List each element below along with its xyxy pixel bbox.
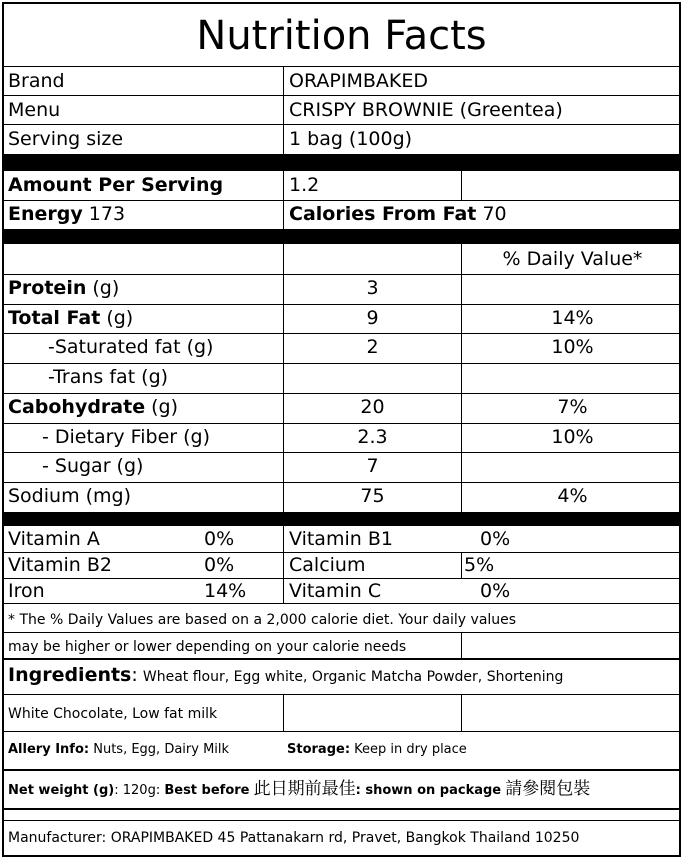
column-divider xyxy=(283,66,284,154)
divider xyxy=(4,304,679,305)
column-divider xyxy=(461,552,462,578)
nutrient-name-rest: (g) xyxy=(100,306,134,329)
serving-size-value: 1 bag (100g) xyxy=(289,128,413,150)
vitamin-value: 0% xyxy=(480,580,511,602)
energy-row xyxy=(8,205,125,224)
footnote-line-1: * The % Daily Values are based on a 2,000 calorie diet. Your daily values xyxy=(8,612,517,628)
nutrient-amount: 2.3 xyxy=(357,425,388,448)
nutrient-name-bold: Total Fat xyxy=(8,306,101,329)
divider xyxy=(4,274,679,275)
serving-size-label: Serving size xyxy=(8,128,124,150)
see-package-text: 請參閱包裝 xyxy=(505,779,591,799)
nutrient-name-rest: - Dietary Fiber (g) xyxy=(42,425,210,448)
divider xyxy=(4,694,679,695)
vitamin-name: Vitamin A xyxy=(8,528,100,550)
nutrient-daily-value: 10% xyxy=(551,336,594,359)
nutrient-name xyxy=(8,279,119,298)
daily-value-header: % Daily Value* xyxy=(502,248,643,270)
divider xyxy=(4,95,679,96)
best-before-label: Best before xyxy=(164,783,250,798)
divider xyxy=(4,769,679,771)
column-divider xyxy=(283,526,284,603)
allergy-info xyxy=(8,743,229,756)
divider xyxy=(4,578,679,579)
nutrient-name-rest: (g) xyxy=(86,277,120,299)
vitamin-name: Calcium xyxy=(289,554,366,576)
storage-label: Storage: xyxy=(287,742,351,757)
divider xyxy=(4,66,679,67)
calories-from-fat-row xyxy=(289,205,507,224)
column-divider xyxy=(461,632,462,658)
nutrient-name-rest: - Sugar (g) xyxy=(42,455,144,478)
thick-divider xyxy=(4,512,679,526)
divider xyxy=(4,124,679,125)
allergy-value: Nuts, Egg, Dairy Milk xyxy=(93,742,230,757)
nutrient-name xyxy=(42,425,210,448)
shown-on-package-label: : shown on package xyxy=(355,783,502,798)
column-divider xyxy=(461,244,462,512)
column-divider xyxy=(461,171,462,200)
nutrient-amount: 75 xyxy=(360,484,385,507)
brand-value: ORAPIMBAKED xyxy=(289,70,428,92)
nutrient-name xyxy=(8,306,134,329)
best-before-thai: 此日期前最佳 xyxy=(253,779,356,799)
nutrient-name-rest: -Saturated fat (g) xyxy=(48,336,214,359)
nutrient-name-bold: Protein xyxy=(8,277,87,299)
menu-value: CRISPY BROWNIE (Greentea) xyxy=(289,99,563,121)
nutrient-daily-value: 14% xyxy=(551,306,594,329)
nutrient-amount: 20 xyxy=(360,395,385,418)
vitamin-value: 0% xyxy=(204,528,235,550)
net-weight-sep: : xyxy=(114,783,119,798)
divider xyxy=(4,658,679,660)
vitamin-value: 14% xyxy=(204,580,247,602)
nutrient-name xyxy=(42,457,143,476)
divider xyxy=(4,808,679,810)
menu-label: Menu xyxy=(8,99,61,121)
nutrient-name-bold: Cabohydrate xyxy=(8,395,146,418)
nutrient-daily-value: 4% xyxy=(557,484,588,507)
ingredients-colon: : xyxy=(131,664,138,686)
divider xyxy=(4,452,679,453)
divider xyxy=(4,603,679,604)
nutrient-daily-value: 7% xyxy=(557,395,588,418)
nutrition-label xyxy=(2,2,681,857)
vitamin-value: 0% xyxy=(480,528,511,550)
divider xyxy=(4,552,679,553)
vitamin-name: Vitamin B1 xyxy=(289,528,393,550)
amount-per-serving-label: Amount Per Serving xyxy=(8,174,224,196)
divider xyxy=(4,632,679,633)
manufacturer: Manufacturer: ORAPIMBAKED 45 Pattanakarn rd, Pravet, Bangkok Thailand 10250 xyxy=(8,830,580,846)
calories-from-fat-value: 70 xyxy=(482,203,507,225)
divider xyxy=(4,820,679,821)
ingredients-row xyxy=(8,666,563,685)
label-title: Nutrition Facts xyxy=(196,13,487,59)
nutrient-daily-value: 10% xyxy=(551,425,594,448)
divider xyxy=(4,423,679,424)
vitamin-name: Iron xyxy=(8,580,45,602)
energy-label: Energy xyxy=(8,203,83,225)
divider xyxy=(4,393,679,394)
nutrient-amount: 3 xyxy=(366,277,379,299)
footnote-line-2: may be higher or lower depending on your calorie needs xyxy=(8,639,407,655)
column-divider xyxy=(461,694,462,731)
vitamin-value: 0% xyxy=(204,554,235,576)
energy-value: 173 xyxy=(88,203,126,225)
vitamin-value: 5% xyxy=(464,554,495,576)
thick-divider xyxy=(4,154,679,171)
nutrient-name xyxy=(8,395,179,418)
ingredients-line-1: Wheat flour, Egg white, Organic Matcha Powder, Shortening xyxy=(142,669,564,685)
divider xyxy=(4,482,679,483)
nutrient-name xyxy=(8,484,132,507)
divider xyxy=(4,333,679,334)
divider xyxy=(4,731,679,732)
vitamin-name: Vitamin B2 xyxy=(8,554,112,576)
net-weight-value: 120g: xyxy=(122,783,161,798)
brand-label: Brand xyxy=(8,70,65,92)
nutrient-name-rest: -Trans fat (g) xyxy=(48,366,169,389)
thick-divider xyxy=(4,229,679,244)
allergy-label: Allery Info: xyxy=(8,742,90,757)
nutrient-name-rest: Sodium (mg) xyxy=(8,484,132,507)
nutrient-name xyxy=(48,338,213,357)
nutrient-amount: 2 xyxy=(366,336,379,359)
nutrient-amount: 7 xyxy=(366,455,379,478)
nutrient-name-rest: (g) xyxy=(145,395,179,418)
divider xyxy=(4,200,679,201)
storage-info xyxy=(287,743,467,756)
ingredients-line-2: White Chocolate, Low fat milk xyxy=(8,706,218,722)
vitamin-name: Vitamin C xyxy=(289,580,382,602)
nutrient-amount: 9 xyxy=(366,306,379,329)
divider xyxy=(4,363,679,364)
amount-per-serving-value: 1.2 xyxy=(289,174,320,196)
net-weight-label: Net weight (g) xyxy=(8,783,115,798)
net-weight-row xyxy=(8,781,590,798)
nutrient-name xyxy=(48,368,168,387)
calories-from-fat-label: Calories From Fat xyxy=(289,203,477,225)
column-divider xyxy=(283,694,284,731)
ingredients-label: Ingredients xyxy=(8,664,132,686)
storage-value: Keep in dry place xyxy=(354,742,467,757)
